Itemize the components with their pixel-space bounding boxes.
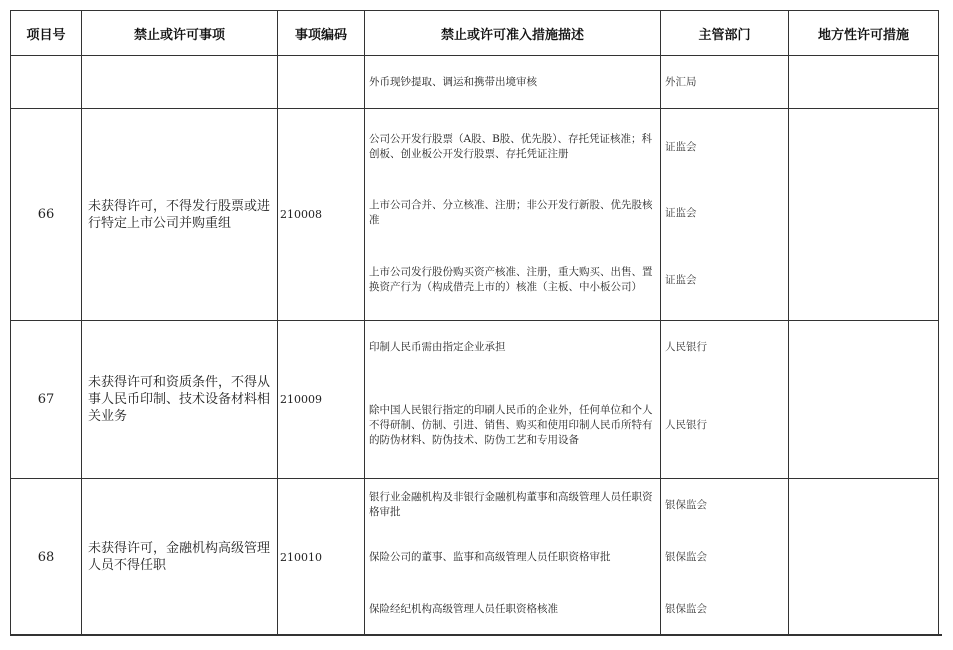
header-item-code: 事项编码: [278, 11, 365, 56]
measure-line: 外币现钞提取、调运和携带出境审核: [369, 75, 537, 88]
header-row: [11, 11, 939, 56]
header-department: 主管部门: [661, 11, 789, 56]
row-item: 未获得许可，不得发行股票或进行特定上市公司并购重组: [82, 109, 278, 321]
row-index: [11, 56, 82, 109]
row-measures: [365, 56, 661, 109]
row-measures: [365, 321, 661, 479]
department-line: 人民银行: [665, 418, 707, 431]
table-row-66: [11, 109, 939, 321]
department-line: 银保监会: [665, 550, 707, 563]
department-line: 银保监会: [665, 602, 707, 615]
row-index: 68: [11, 479, 82, 636]
measure-line: 除中国人民银行指定的印刷人民币的企业外，任何单位和个人不得研制、仿制、引进、销售、购买和使用印制人民币所特有的防伪材料、防伪技术、防伪工艺和专用设备: [369, 403, 653, 446]
header-local-measures: 地方性许可措施: [789, 11, 939, 56]
page-bottom-rule: [10, 634, 942, 636]
measure-line: 公司公开发行股票（A股、B股、优先股）、存托凭证核准；科创板、创业板公开发行股票、存托凭证注册: [369, 133, 653, 160]
row-index: 67: [11, 321, 82, 479]
row-item: 未获得许可和资质条件，不得从事人民币印制、技术设备材料相关业务: [82, 321, 278, 479]
row-index: 66: [11, 109, 82, 321]
header-measure-description: 禁止或许可准入措施描述: [365, 11, 661, 56]
department-line: 证监会: [665, 206, 697, 219]
table-row-continued: [11, 56, 939, 109]
row-code: 210008: [278, 109, 365, 321]
row-code: [278, 56, 365, 109]
row-departments: [661, 321, 789, 479]
department-line: 人民银行: [665, 340, 707, 353]
measure-line: 印制人民币需由指定企业承担: [369, 340, 506, 353]
row-departments: [661, 109, 789, 321]
row-measures: [365, 109, 661, 321]
measure-line: 保险经纪机构高级管理人员任职资格核准: [369, 602, 558, 615]
row-code: 210010: [278, 479, 365, 636]
row-code: 210009: [278, 321, 365, 479]
row-departments: [661, 56, 789, 109]
permit-list-page: [10, 10, 940, 636]
table-row-67: [11, 321, 939, 479]
department-line: 外汇局: [665, 75, 697, 88]
row-local-measure: [789, 56, 939, 109]
row-measures: [365, 479, 661, 636]
row-local-measure: [789, 479, 939, 636]
row-item: [82, 56, 278, 109]
row-local-measure: [789, 109, 939, 321]
measure-line: 上市公司发行股份购买资产核准、注册，重大购买、出售、置换资产行为（构成借壳上市的）核准（主板、中小板公司）: [369, 266, 653, 293]
header-permit-item: 禁止或许可事项: [82, 11, 278, 56]
department-line: 证监会: [665, 273, 697, 286]
market-access-table: [10, 10, 939, 636]
measure-line: 银行业金融机构及非银行金融机构董事和高级管理人员任职资格审批: [369, 491, 653, 518]
department-line: 银保监会: [665, 498, 707, 511]
row-item: 未获得许可，金融机构高级管理人员不得任职: [82, 479, 278, 636]
table-row-68: [11, 479, 939, 636]
row-local-measure: [789, 321, 939, 479]
department-line: 证监会: [665, 140, 697, 153]
row-departments: [661, 479, 789, 636]
header-item-number: 项目号: [11, 11, 82, 56]
measure-line: 上市公司合并、分立核准、注册；非公开发行新股、优先股核准: [369, 199, 653, 226]
measure-line: 保险公司的董事、监事和高级管理人员任职资格审批: [369, 550, 611, 563]
